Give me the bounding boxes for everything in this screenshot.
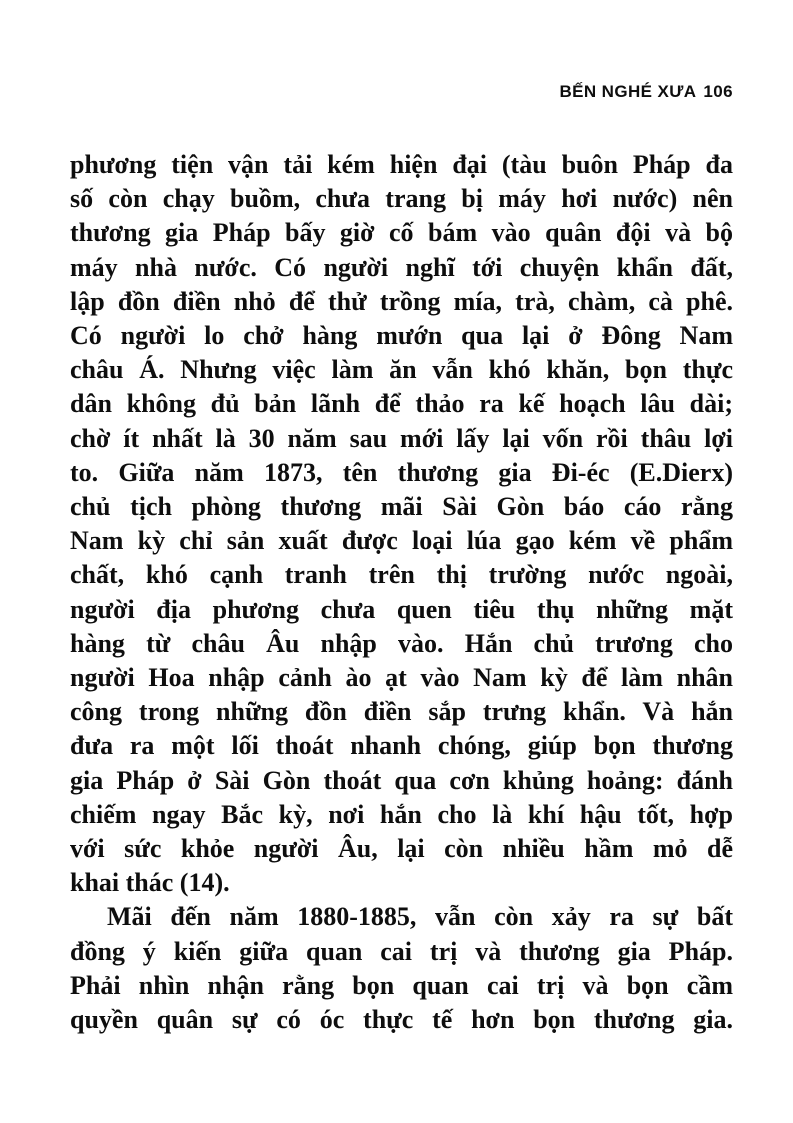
text-line: quyền quân sự có óc thực tế hơn bọn thương gia. bbox=[70, 1005, 733, 1035]
running-head bbox=[559, 82, 733, 102]
text-line: người địa phương chưa quen tiêu thụ những mặt bbox=[70, 594, 733, 624]
text-line: Có người lo chở hàng mướn qua lại ở Đông Nam bbox=[70, 321, 733, 351]
text-line: công trong những đồn điền sắp trưng khẩn. Và hắn bbox=[70, 697, 733, 727]
text-line: Mãi đến năm 1880-1885, vẫn còn xảy ra sự bất bbox=[107, 902, 733, 932]
text-line: chờ ít nhất là 30 năm sau mới lấy lại vốn rồi thâu lợi bbox=[70, 423, 733, 453]
text-line: gia Pháp ở Sài Gòn thoát qua cơn khủng hoảng: đánh bbox=[70, 765, 733, 795]
text-line: chủ tịch phòng thương mãi Sài Gòn báo cáo rằng bbox=[70, 492, 733, 522]
text-line: thương gia Pháp bấy giờ cố bám vào quân đội và bộ bbox=[70, 218, 733, 248]
text-line: to. Giữa năm 1873, tên thương gia Đi-éc (E.Dierx) bbox=[70, 457, 733, 487]
text-line: đồng ý kiến giữa quan cai trị và thương gia Pháp. bbox=[70, 936, 733, 966]
text-line: dân không đủ bản lãnh để thảo ra kế hoạch lâu dài; bbox=[70, 389, 733, 419]
page-number: 106 bbox=[703, 82, 733, 101]
text-line: phương tiện vận tải kém hiện đại (tàu buôn Pháp đa bbox=[70, 150, 733, 179]
text-line: châu Á. Nhưng việc làm ăn vẫn khó khăn, bọn thực bbox=[70, 355, 733, 385]
text-line: đưa ra một lối thoát nhanh chóng, giúp bọn thương bbox=[70, 731, 733, 761]
text-line: Phải nhìn nhận rằng bọn quan cai trị và bọn cầm bbox=[70, 970, 733, 1000]
text-line: lập đồn điền nhỏ để thử trồng mía, trà, chàm, cà phê. bbox=[70, 286, 733, 316]
text-line: số còn chạy buồm, chưa trang bị máy hơi nước) nên bbox=[70, 184, 733, 214]
text-line: chiếm ngay Bắc kỳ, nơi hắn cho là khí hậu tốt, hợp bbox=[70, 799, 733, 829]
text-line: khai thác (14). bbox=[70, 868, 230, 898]
text-line: Nam kỳ chỉ sản xuất được loại lúa gạo kém về phẩm bbox=[70, 526, 733, 556]
book-title: BẾN NGHÉ XƯA bbox=[559, 82, 697, 101]
text-line: chất, khó cạnh tranh trên thị trường nước ngoài, bbox=[70, 560, 733, 590]
text-line: người Hoa nhập cảnh ào ạt vào Nam kỳ để làm nhân bbox=[70, 663, 733, 693]
body-text bbox=[70, 148, 733, 1037]
text-line: với sức khỏe người Âu, lại còn nhiều hầm mỏ dễ bbox=[70, 834, 733, 864]
text-line: hàng từ châu Âu nhập vào. Hắn chủ trương cho bbox=[70, 628, 733, 658]
paragraph bbox=[70, 900, 733, 1037]
paragraph bbox=[70, 148, 733, 900]
text-line: máy nhà nước. Có người nghĩ tới chuyện khẩn đất, bbox=[70, 252, 733, 282]
